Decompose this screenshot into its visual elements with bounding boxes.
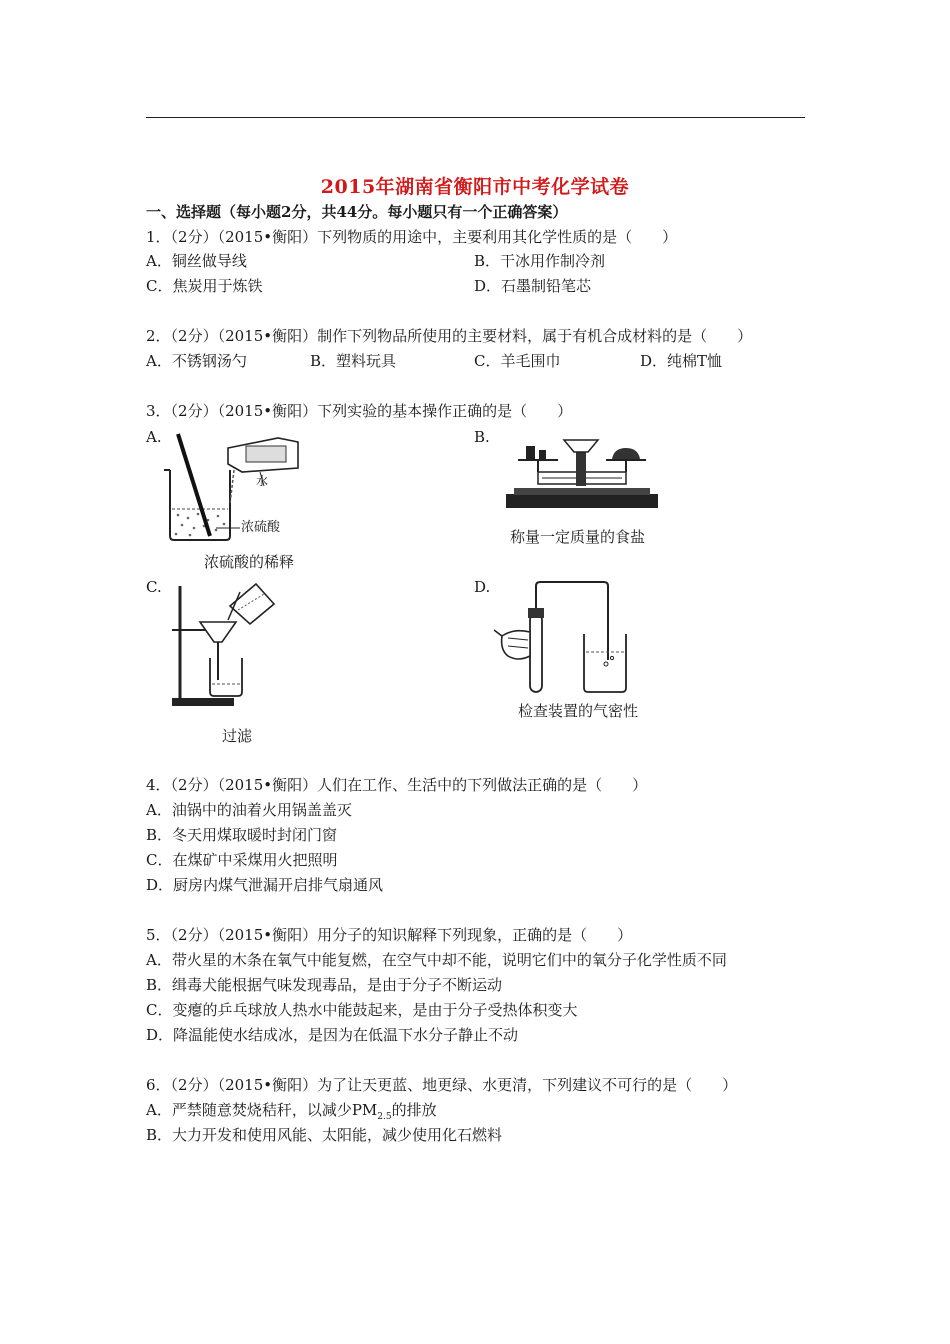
question-1-stem: 1．（2分）（2015•衡阳）下列物质的用途中，主要利用其化学性质的是（ ） [146, 228, 678, 246]
question-6-option-a [146, 1101, 437, 1126]
question-4-option-a: A．油锅中的油着火用锅盖盖灭 [146, 801, 352, 819]
question-2-option-a: A．不锈钢汤勺 [146, 352, 247, 370]
question-2-option-b: B．塑料玩具 [310, 352, 397, 370]
question-4-option-b: B．冬天用煤取暖时封闭门窗 [146, 826, 338, 844]
question-6-option-b: B．大力开发和使用风能、太阳能，减少使用化石燃料 [146, 1126, 503, 1144]
question-6-option-a-tail: 的排放 [391, 1101, 437, 1119]
question-5-option-c: C．变瘪的乒乓球放人热水中能鼓起来，是由于分子受热体积变大 [146, 1001, 578, 1019]
figure-airtightness-check [494, 580, 634, 695]
caption-b: 称量一定质量的食盐 [510, 528, 646, 546]
question-1-option-d: D．石墨制铅笔芯 [474, 277, 592, 295]
question-5-option-a: A．带火星的木条在氧气中能复燃，在空气中却不能，说明它们中的氧分子化学性质不同 [146, 951, 727, 969]
question-3-option-b: B. [474, 428, 490, 446]
question-5-option-b: B．缉毒犬能根据气味发现毒品，是由于分子不断运动 [146, 976, 503, 994]
question-1-option-b: B．干冰用作制冷剂 [474, 252, 606, 270]
question-4-stem: 4．（2分）（2015•衡阳）人们在工作、生活中的下列做法正确的是（ ） [146, 776, 648, 794]
header-rule [146, 117, 805, 118]
question-4-option-d: D．厨房内煤气泄漏开启排气扇通风 [146, 876, 384, 894]
figure-filtration [166, 580, 286, 710]
question-5-option-d: D．降温能使水结成冰，是因为在低温下水分子静止不动 [146, 1026, 519, 1044]
question-3-option-c: C. [146, 578, 162, 596]
question-5-stem: 5．（2分）（2015•衡阳）用分子的知识解释下列现象，正确的是（ ） [146, 926, 633, 944]
label-concentrated-acid: 浓硫酸 [241, 520, 281, 535]
question-3-option-a: A. [146, 428, 162, 446]
question-1-option-c: C．焦炭用于炼铁 [146, 277, 263, 295]
section-heading: 一、选择题（每小题2分，共44分。每小题只有一个正确答案） [146, 203, 568, 221]
question-1-option-a: A．铜丝做导线 [146, 252, 247, 270]
question-3-stem: 3．（2分）（2015•衡阳）下列实验的基本操作正确的是（ ） [146, 402, 573, 420]
question-2-option-d: D．纯棉T恤 [640, 352, 723, 370]
pm-subscript: 2.5 [377, 1112, 392, 1122]
caption-c: 过滤 [222, 727, 253, 745]
label-water: 水 [256, 474, 269, 488]
question-3-option-d: D. [474, 578, 491, 596]
question-2-stem: 2．（2分）（2015•衡阳）制作下列物品所使用的主要材料，属于有机合成材料的是（ ） [146, 327, 753, 345]
figure-acid-dilution [160, 430, 310, 545]
question-2-option-c: C．羊毛围巾 [474, 352, 561, 370]
caption-d: 检查装置的气密性 [518, 702, 639, 720]
page-title: 2015年湖南省衡阳市中考化学试卷 [320, 176, 630, 198]
question-6-stem: 6．（2分）（2015•衡阳）为了让天更蓝、地更绿、水更清，下列建议不可行的是（ ） [146, 1076, 738, 1094]
figure-balance [502, 432, 662, 512]
question-6-option-a-text: A．严禁随意焚烧秸秆，以减少PM [146, 1101, 378, 1119]
question-4-option-c: C．在煤矿中采煤用火把照明 [146, 851, 338, 869]
caption-a: 浓硫酸的稀释 [204, 553, 295, 571]
